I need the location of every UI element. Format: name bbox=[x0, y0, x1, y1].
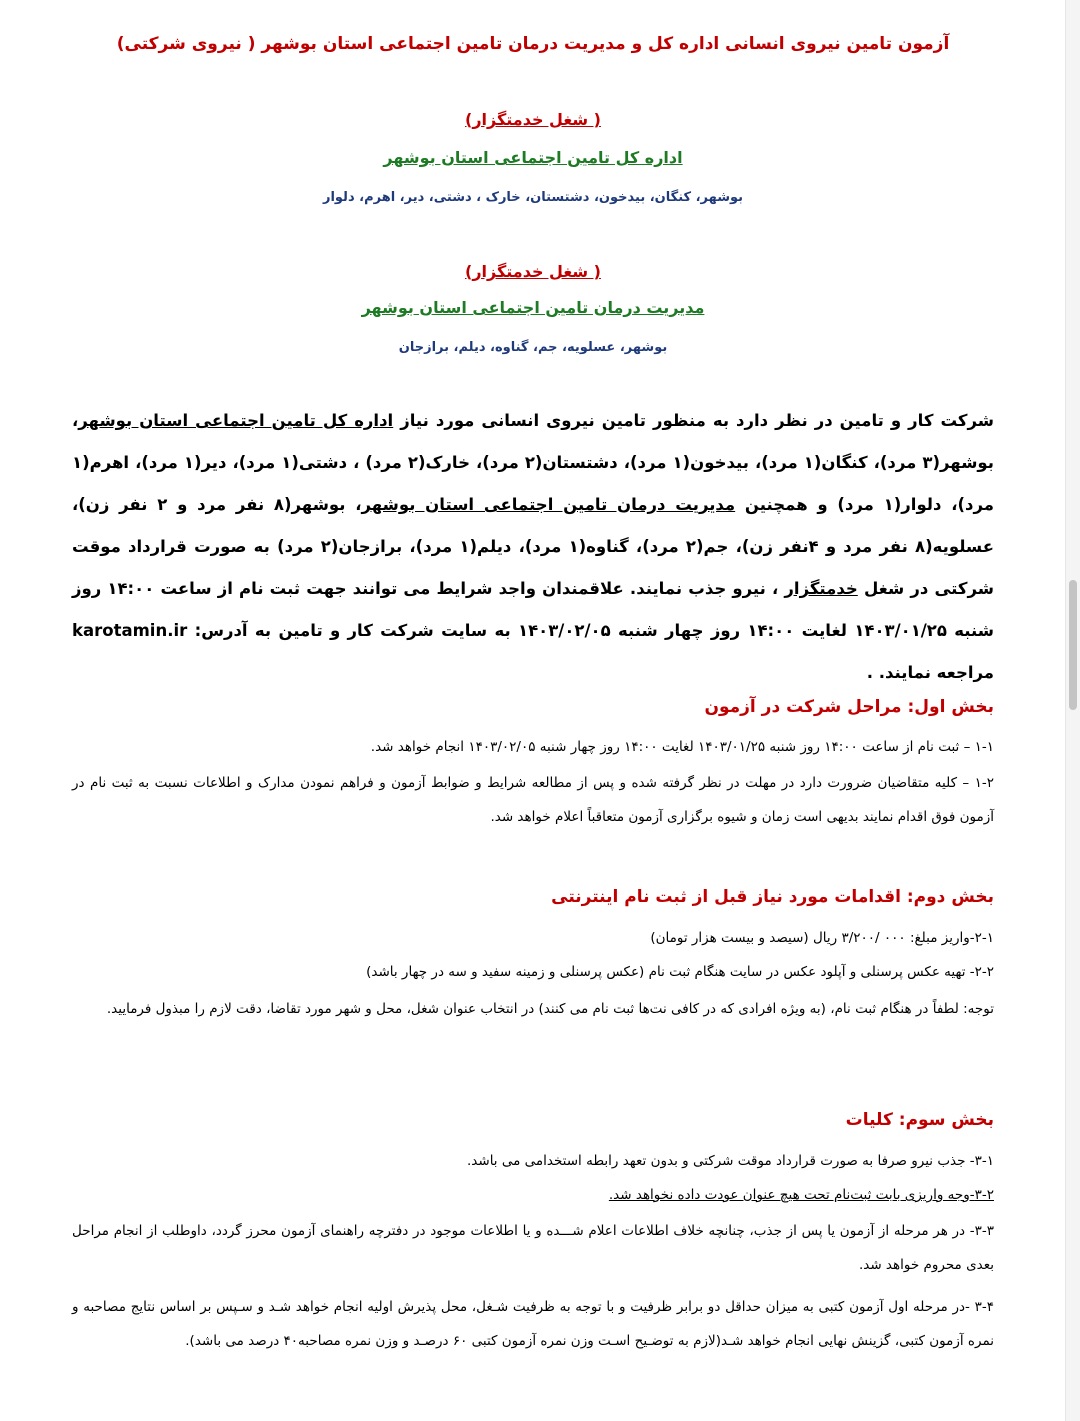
website-link[interactable]: karotamin.ir bbox=[72, 621, 188, 640]
section-2-item-1: ۲-۱-واریز مبلغ: ۰۰۰ /۳/۲۰۰ ریال (سیصد و بیست هزار تومان) bbox=[650, 930, 994, 946]
intro-org-1: اداره کل تامین اجتماعی استان بوشهر bbox=[78, 411, 394, 430]
section-3-item-1: ۳-۱- جذب نیرو صرفا به صورت قرارداد موقت شرکتی و بدون تعهد رابطه استخدامی می باشد. bbox=[467, 1153, 994, 1169]
section-1-item-1: ۱-۱ – ثبت نام از ساعت ۱۴:۰۰ روز شنبه ۱۴۰۳/۰۱/۲۵ لغایت ۱۴:۰۰ روز چهار شنبه ۱۴۰۳/۰۲/۰۵ انجام خواهد شد. bbox=[370, 739, 994, 755]
job-title-2: ( شغل خدمتگزار) bbox=[465, 262, 601, 281]
section-1-heading: بخش اول: مراحل شرکت در آزمون bbox=[704, 697, 994, 717]
cities-1: بوشهر، کنگان، بیدخون، دشتستان، خارک ، دشتی، دیر، اهرم، دلوار bbox=[322, 190, 744, 205]
org-name-1: اداره کل تامین اجتماعی استان بوشهر bbox=[383, 148, 683, 167]
section-3-item-4: ۳-۴ -در مرحله اول آزمون کتبی به میزان حداقل دو برابر ظرفیت و با توجه به ظرفیت شـغل، محل پذیرش اولیه انجام خواهد شـد و سـپس بر اساس نتایج مصاحبه و نمره آزمون کتبی، گزینش نهایی انجام خواهد شـد(لازم به توضـیح اسـت وزن نمره آزمون کتبی ۶۰ درصـد و وزن نمره مصاحبه۴۰ درصد می باشد). bbox=[72, 1299, 994, 1349]
section-3-item-3: ۳-۳- در هر مرحله از آزمون یا پس از جذب، چنانچه خلاف اطلاعات اعلام شـــده و یا اطلاعات موجود در دفترچه راهنمای آزمون محرز گردد، داوطلب از انجام مراحل بعدی محروم خواهد شد. bbox=[72, 1223, 994, 1273]
intro-job: خدمتگزار bbox=[784, 579, 858, 598]
section-2-note: توجه: لطفاً در هنگام ثبت نام، (به ویژه افرادی که در کافی نت‌ها ثبت نام می کنند) در انتخاب عنوان شغل، محل و شهر مورد تقاضا، دقت لازم را مبذول فرمایید. bbox=[106, 1001, 994, 1017]
page-title: آزمون تامین نیروی انسانی اداره کل و مدیریت درمان تامین اجتماعی استان بوشهر ( نیروی شرکتی) bbox=[116, 34, 950, 54]
section-3-item-2: ۳-۲-وجه واریزی بابت ثبت‌نام تحت هیچ عنوان عودت داده نخواهد شد. bbox=[608, 1187, 994, 1203]
section-3-heading: بخش سوم: کلیات bbox=[845, 1110, 994, 1130]
job-title-1: ( شغل خدمتگزار) bbox=[465, 110, 601, 129]
intro-org-2: مدیریت درمان تامین اجتماعی استان بوشهر bbox=[361, 495, 736, 514]
vertical-scrollbar[interactable] bbox=[1065, 0, 1080, 1421]
org-name-2: مدیریت درمان تامین اجتماعی استان بوشهر bbox=[361, 298, 705, 317]
section-2-item-2: ۲-۲- تهیه عکس پرسنلی و آپلود عکس در سایت هنگام ثبت نام (عکس پرسنلی و زمینه سفید و سه در چهار باشد) bbox=[366, 964, 994, 980]
intro-paragraph: شرکت کار و تامین در نظر دارد به منظور تامین نیروی انسانی مورد نیاز اداره کل تامین اجتماعی استان بوشهر، بوشهر(۳ مرد)، کنگان(۱ مرد)، بیدخون(۱ مرد)، دشتستان(۲ مرد)، خارک(۲ مرد) ، دشتی(۱ مرد)، دیر(۱ مرد)، اهرم(۱ مرد)، دلوار(۱ مرد) و همچنین مدیریت درمان تامین اجتماعی استان بوشهر، بوشهر(۸ نفر مرد و ۲ نفر زن)، عسلویه(۸ نفر مرد و ۴نفر زن)، جم(۲ مرد)، گناوه(۱ مرد)، دیلم(۱ مرد)، برازجان(۲ مرد) به صورت قرارداد موقت شرکتی در شغل خدمتگزار ، نیرو جذب نمایند. علاقمندان واجد شرایط می توانند جهت ثبت نام از ساعت ۱۴:۰۰ روز شنبه ۱۴۰۳/۰۱/۲۵ لغایت ۱۴:۰۰ روز چهار شنبه ۱۴۰۳/۰۲/۰۵ به سایت شرکت کار و تامین به آدرس: karotamin.ir مراجعه نمایند. . bbox=[72, 411, 995, 682]
section-2-heading: بخش دوم: اقدامات مورد نیاز قبل از ثبت نام اینترنتی bbox=[551, 887, 994, 907]
scrollbar-thumb[interactable] bbox=[1069, 580, 1077, 710]
section-1-item-2: ۱-۲ – کلیه متقاضیان ضرورت دارد در مهلت در نظر گرفته شده و پس از مطالعه شرایط و ضوابط آزمون و فراهم نمودن مدارک و اطلاعات نسبت به ثبت نام در آزمون فوق اقدام نمایند بدیهی است زمان و شیوه برگزاری آزمون متعاقباً اعلام خواهد شد. bbox=[72, 775, 994, 825]
cities-2: بوشهر، عسلویه، جم، گناوه، دیلم، برازجان bbox=[398, 340, 668, 355]
